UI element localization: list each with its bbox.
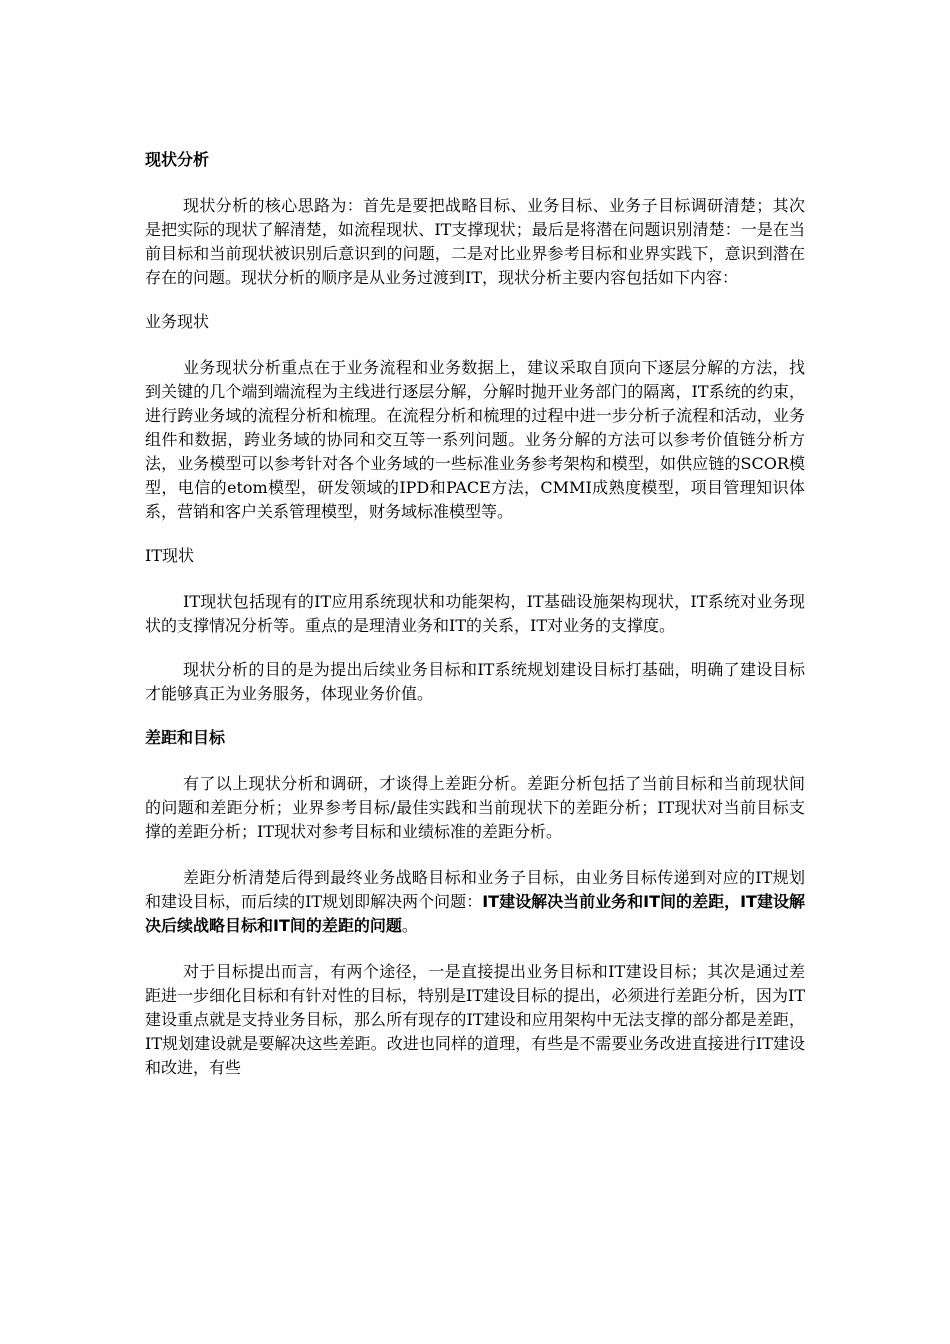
section-heading-status-analysis: 现状分析 <box>145 150 210 169</box>
spacer <box>145 750 805 772</box>
paragraph-gap-goals <box>145 866 805 938</box>
paragraph-it-status: IT现状包括现有的IT应用系统现状和功能架构，IT基础设施架构现状，IT系统对业务现状的支撑情况分析等。重点的是理清业务和IT的关系，IT对业务的支撑度。 <box>145 592 805 635</box>
spacer <box>145 524 805 544</box>
paragraph-goal-setting: 对于目标提出而言，有两个途径，一是直接提出业务目标和IT建设目标；其次是通过差距进一步细化目标和有针对性的目标，特别是IT建设目标的提出，必须进行差距分析，因为IT建设重点就是支持业务目标，那么所有现存的IT建设和应用架构中无法支撑的部分都是差距，IT规划建设就是要解决这些差距。改进也同样的道理，有些是不需要业务改进直接进行IT建设和改进，有些 <box>145 962 805 1077</box>
paragraph-status-intro: 现状分析的核心思路为：首先是要把战略目标、业务目标、业务子目标调研清楚；其次是把实际的现状了解清楚，如流程现状、IT支撑现状；最后是将潜在问题识别清楚：一是在当前目标和当前现状被识别后意识到的问题，二是对比业界参考目标和业界实践下，意识到潜在存在的问题。现状分析的顺序是从业务过渡到IT，现状分析主要内容包括如下内容： <box>145 196 805 287</box>
spacer <box>145 938 805 960</box>
document-page <box>145 148 805 1080</box>
spacer <box>145 638 805 658</box>
gap-goals-text: 差距分析清楚后得到最终业务战略目标和业务子目标，由业务目标传递到对应的IT规划和建设目标，而后续的IT规划即解决两个问题： <box>145 868 805 911</box>
paragraph-business-status: 业务现状分析重点在于业务流程和业务数据上，建议采取自顶向下逐层分解的方法，找到关键的几个端到端流程为主线进行逐层分解，分解时抛开业务部门的隔离，IT系统的约束，进行跨业务域的流程分析和梳理。在流程分析和梳理的过程中进一步分析子流程和活动，业务组件和数据，跨业务域的协同和交互等一系列问题。业务分解的方法可以参考价值链分析方法，业务模型可以参考针对各个业务域的一些标准业务参考架构和模型，如供应链的SCOR模型，电信的etom模型，研发领域的IPD和PACE方法，CMMI成熟度模型，项目管理知识体系，营销和客户关系管理模型，财务域标准模型等。 <box>145 358 805 521</box>
spacer <box>145 844 805 866</box>
spacer <box>145 290 805 310</box>
gap-goals-end: 。 <box>401 916 418 935</box>
subheading-it-status: IT现状 <box>145 546 194 565</box>
paragraph-gap-analysis: 有了以上现状分析和调研，才谈得上差距分析。差距分析包括了当前目标和当前现状间的问题和差距分析；业界参考目标/最佳实践和当前现状下的差距分析；IT现状对当前目标支撑的差距分析；IT现状对参考目标和业绩标准的差距分析。 <box>145 774 805 841</box>
spacer <box>145 706 805 726</box>
subheading-business-status: 业务现状 <box>145 312 210 331</box>
spacer <box>145 334 805 356</box>
spacer <box>145 568 805 590</box>
paragraph-analysis-purpose: 现状分析的目的是为提出后续业务目标和IT系统规划建设目标打基础，明确了建设目标才能够真正为业务服务，体现业务价值。 <box>145 660 805 703</box>
spacer <box>145 172 805 194</box>
gap-goals-emphasis: IT建设解决当前业务和IT间的差距，IT建设解决后续战略目标和IT间的差距的问题 <box>145 892 805 935</box>
section-heading-gap-and-goals: 差距和目标 <box>145 728 226 747</box>
